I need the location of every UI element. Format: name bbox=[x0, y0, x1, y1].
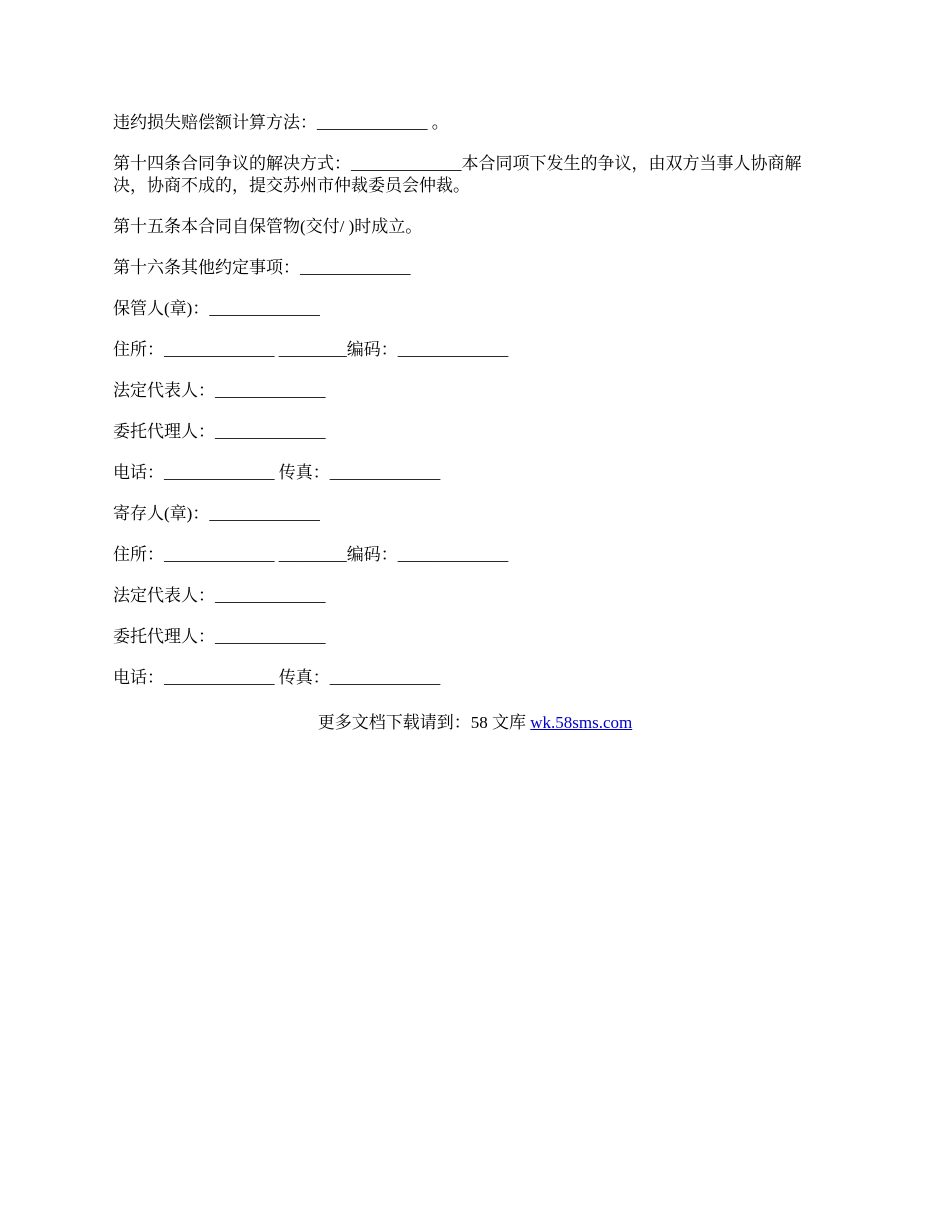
depositor-address-line: 住所：_____________ ________编码：_____________ bbox=[113, 545, 509, 564]
depositor-legal-rep-line: 法定代表人：_____________ bbox=[113, 586, 326, 605]
custodian-address-line: 住所：_____________ ________编码：_____________ bbox=[113, 340, 509, 359]
paragraph-article-14-dispute: 第十四条合同争议的解决方式：_____________本合同项下发生的争议，由双方当事人协商解决，协商不成的，提交苏州市仲裁委员会仲裁。 bbox=[113, 154, 802, 195]
depositor-agent-line: 委托代理人：_____________ bbox=[113, 627, 326, 646]
footer-link[interactable]: wk.58sms.com bbox=[530, 713, 633, 732]
paragraph-article-16-other: 第十六条其他约定事项：_____________ bbox=[113, 258, 411, 277]
document-body bbox=[113, 112, 833, 708]
custodian-agent-line: 委托代理人：_____________ bbox=[113, 422, 326, 441]
footer-text: 更多文档下载请到：58 文库 bbox=[317, 713, 531, 732]
custodian-phone-fax-line: 电话：_____________ 传真：_____________ bbox=[113, 463, 441, 482]
custodian-seal-line: 保管人(章)：_____________ bbox=[113, 299, 320, 318]
paragraph-article-15-effective: 第十五条本合同自保管物(交付/ )时成立。 bbox=[113, 217, 423, 236]
depositor-phone-fax-line: 电话：_____________ 传真：_____________ bbox=[113, 668, 441, 687]
depositor-seal-line: 寄存人(章)：_____________ bbox=[113, 504, 320, 523]
custodian-legal-rep-line: 法定代表人：_____________ bbox=[113, 381, 326, 400]
download-footer bbox=[0, 712, 950, 734]
paragraph-damages-calculation: 违约损失赔偿额计算方法：_____________ 。 bbox=[113, 113, 449, 132]
